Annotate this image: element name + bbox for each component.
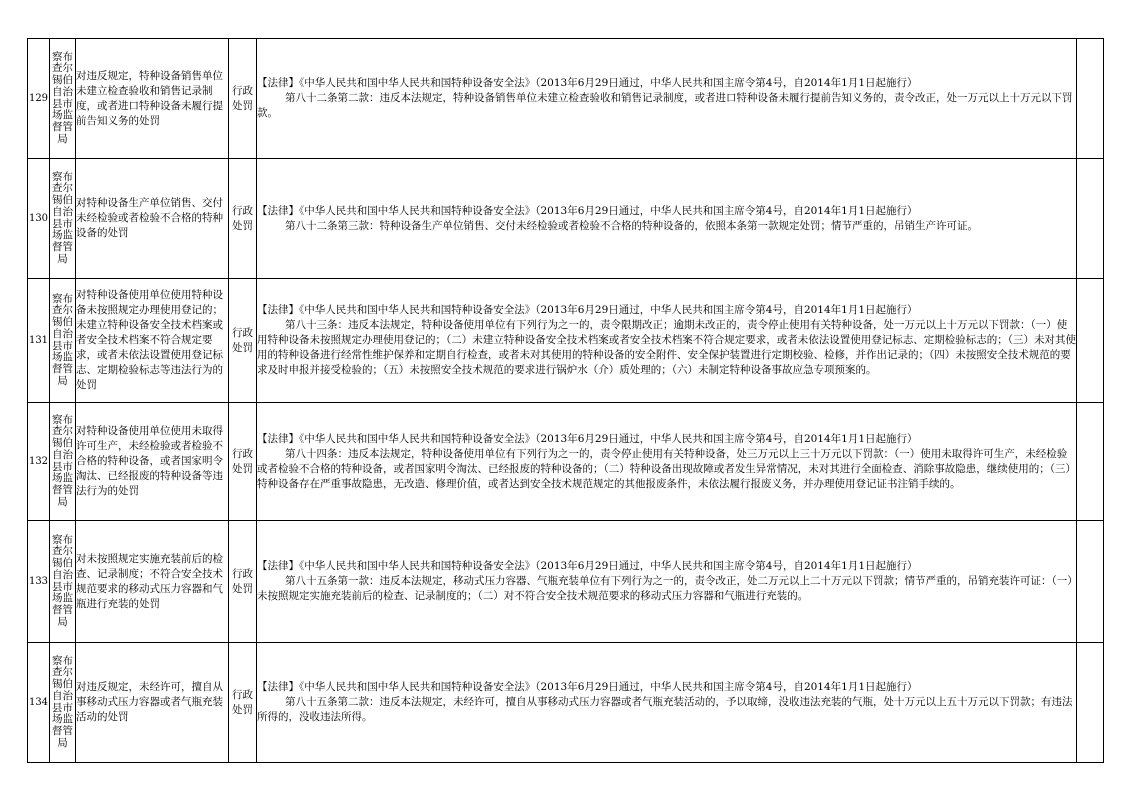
item-name-cell: 对违反规定，未经许可，擅自从事移动式压力容器或者气瓶充装活动的处罚 — [76, 643, 229, 763]
legal-basis-cell — [257, 159, 1077, 279]
law-clause: 第八十五条第一款：违反本法规定，移动式压力容器、气瓶充装单位有下列行为之一的，责令改正，处二万元以上二十万元以下罚款；情节严重的，吊销充装许可证：（一）未按照规定实施充装前后的检查、记录制度的；（二）对不符合安全技术规范要求的移动式压力容器和气瓶进行充装的。 — [257, 575, 1073, 602]
department-cell: 察布查尔锡伯自治县市场监督管局 — [50, 159, 76, 279]
table-row — [28, 403, 1104, 521]
legal-basis-cell — [257, 403, 1077, 521]
department-cell: 察布查尔锡伯自治县市场监督管局 — [50, 403, 76, 521]
law-clause: 第八十四条：违反本法规定，特种设备使用单位有下列行为之一的，责令停止使用有关特种设备，处三万元以上三十万元以下罚款：（一）使用未取得许可生产，未经检验或者检验不合格的特种设备，或者国家明令淘汰、已经报废的特种设备的；（二）特种设备出现故障或者发生异常情况，未对其进行全面检查、消除事故隐患，继续使用的；（三）特种设备存在严重事故隐患，无改造、修理价值，或者达到安全技术规范规定的其他报废条件，未依法履行报废义务，并办理使用登记证书注销手续的。 — [257, 447, 1076, 490]
law-citation: 【法律】《中华人民共和国中华人民共和国特种设备安全法》（2013年6月29日通过，中华人民共和国主席令第4号，自2014年1月1日起施行） — [257, 560, 918, 572]
department-cell: 察布查尔锡伯自治县市场监督管局 — [50, 643, 76, 763]
row-number: 134 — [28, 643, 50, 763]
type-cell: 行政处罚 — [229, 643, 257, 763]
blank-cell — [1077, 279, 1104, 403]
table-row — [28, 279, 1104, 403]
type-cell: 行政处罚 — [229, 403, 257, 521]
law-citation: 【法律】《中华人民共和国中华人民共和国特种设备安全法》（2013年6月29日通过，中华人民共和国主席令第4号，自2014年1月1日起施行） — [257, 681, 918, 693]
department-cell: 察布查尔锡伯自治县市场监督管局 — [50, 39, 76, 159]
row-number: 133 — [28, 521, 50, 643]
department-cell: 察布查尔锡伯自治县市场监督管局 — [50, 279, 76, 403]
law-citation: 【法律】《中华人民共和国中华人民共和国特种设备安全法》（2013年6月29日通过，中华人民共和国主席令第4号，自2014年1月1日起施行） — [257, 204, 918, 217]
row-number: 130 — [28, 159, 50, 279]
legal-basis-cell — [257, 39, 1077, 159]
table-row — [28, 159, 1104, 279]
law-clause: 第八十二条第三款：特种设备生产单位销售、交付未经检验或者检验不合格的特种设备的，依照本条第一款规定处罚；情节严重的，吊销生产许可证。 — [285, 219, 978, 232]
legal-basis-cell — [257, 643, 1077, 763]
row-number: 131 — [28, 279, 50, 403]
item-name-cell: 对未按照规定实施充装前后的检查、记录制度；不符合安全技术规范要求的移动式压力容器和气瓶进行充装的处罚 — [76, 521, 229, 643]
law-clause: 第八十三条：违反本法规定，特种设备使用单位有下列行为之一的，责令限期改正；逾期未改正的，责令停止使用有关特种设备，处一万元以上十万元以下罚款：（一）使用特种设备未按照规定办理使用登记的；（二）未建立特种设备安全技术档案或者安全技术档案不符合规定要求，或者未依法设置使用登记标志、定期检验标志的；（三）未对其使用的特种设备进行经常性维护保养和定期自行检查，或者未对其使用的特种设备的安全附件、安全保护装置进行定期校验、检修，并作出记录的；（四）未按照安全技术规范的要求及时申报并接受检验的；（五）未按照安全技术规范的要求进行锅炉水（介）质处理的；（六）未制定特种设备事故应急专项预案的。 — [257, 319, 1076, 376]
row-number: 132 — [28, 403, 50, 521]
blank-cell — [1077, 39, 1104, 159]
type-cell: 行政处罚 — [229, 279, 257, 403]
type-cell: 行政处罚 — [229, 39, 257, 159]
law-citation: 【法律】《中华人民共和国中华人民共和国特种设备安全法》（2013年6月29日通过，中华人民共和国主席令第4号，自2014年1月1日起施行） — [257, 432, 918, 445]
legal-basis-cell — [257, 521, 1077, 643]
law-citation: 【法律】《中华人民共和国中华人民共和国特种设备安全法》（2013年6月29日通过，中华人民共和国主席令第4号，自2014年1月1日起施行） — [257, 304, 918, 316]
table-row — [28, 521, 1104, 643]
item-name-cell: 对特种设备生产单位销售、交付未经检验或者检验不合格的特种设备的处罚 — [76, 159, 229, 279]
blank-cell — [1077, 403, 1104, 521]
item-name-cell: 对特种设备使用单位使用特种设备未按照规定办理使用登记的；未建立特种设备安全技术档案或者安全技术档案不符合规定要求，或者未依法设置使用登记标志、定期检验标志等违法行为的处罚 — [76, 279, 229, 403]
law-clause: 第八十二条第二款：违反本法规定，特种设备销售单位未建立检查验收和销售记录制度，或者进口特种设备未履行提前告知义务的，责令改正，处一万元以上十万元以下罚款。 — [257, 92, 1073, 119]
department-cell: 察布查尔锡伯自治县市场监督管局 — [50, 521, 76, 643]
blank-cell — [1077, 521, 1104, 643]
item-name-cell: 对特种设备使用单位使用未取得许可生产，未经检验或者检验不合格的特种设备，或者国家明令淘汰、已经报废的特种设备等违法行为的处罚 — [76, 403, 229, 521]
law-clause: 第八十五条第二款：违反本法规定，未经许可，擅自从事移动式压力容器或者气瓶充装活动的，予以取缔，没收违法充装的气瓶，处十万元以上五十万元以下罚款；有违法所得的，没收违法所得。 — [257, 696, 1073, 723]
row-number: 129 — [28, 39, 50, 159]
type-cell: 行政处罚 — [229, 521, 257, 643]
law-citation: 【法律】《中华人民共和国中华人民共和国特种设备安全法》（2013年6月29日通过，中华人民共和国主席令第4号，自2014年1月1日起施行） — [257, 77, 918, 89]
table-row — [28, 643, 1104, 763]
item-name-cell: 对违反规定，特种设备销售单位未建立检查验收和销售记录制度，或者进口特种设备未履行提前告知义务的处罚 — [76, 39, 229, 159]
legal-basis-cell — [257, 279, 1077, 403]
regulation-table — [27, 38, 1104, 763]
blank-cell — [1077, 159, 1104, 279]
type-cell: 行政处罚 — [229, 159, 257, 279]
table-row — [28, 39, 1104, 159]
blank-cell — [1077, 643, 1104, 763]
